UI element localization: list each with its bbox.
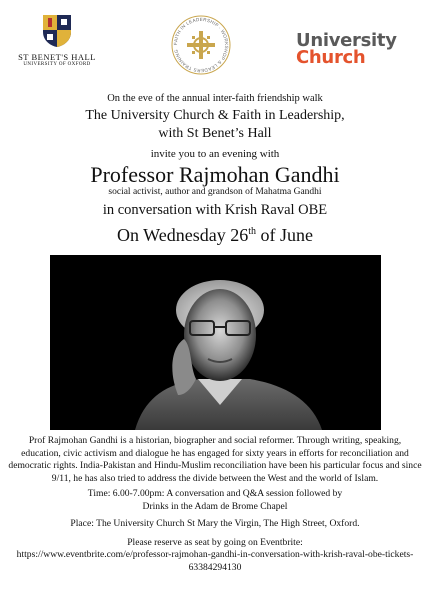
- speaker-name: Professor Rajmohan Gandhi: [90, 162, 340, 187]
- university-church-logo: [296, 32, 397, 66]
- benet-name: ST BENET'S HALL: [18, 52, 96, 62]
- invitation-header: [0, 92, 430, 246]
- faith-ring-text: FAITH IN LEADERSHIP · WORKSHOP & LEADERS TRAINING: [172, 16, 230, 74]
- portrait-image: [50, 255, 381, 430]
- st-benets-hall-logo: [14, 14, 100, 67]
- invite-line: invite you to an evening with: [150, 148, 280, 160]
- time-line-1: Time: 6.00-7.00pm: A conversation and Q&A session followed by: [87, 488, 343, 499]
- host-line-2: with St Benet’s Hall: [158, 126, 272, 141]
- eventbrite-link[interactable]: https://www.eventbrite.com/e/professor-rajmohan-gandhi-in-conversation-with-krish-raval-obe-tickets-63384294130: [16, 549, 414, 573]
- faith-emblem-icon: [170, 14, 232, 76]
- event-date: [0, 221, 430, 246]
- crest-icon: [42, 14, 72, 48]
- speaker-portrait: [50, 255, 381, 430]
- benet-subtitle: UNIVERSITY OF OXFORD: [23, 62, 91, 67]
- faith-in-leadership-logo: [170, 14, 232, 76]
- conversation-line: in conversation with Krish Raval OBE: [102, 202, 328, 218]
- uc-word-church: Church: [296, 47, 366, 68]
- logo-bar: [0, 10, 430, 80]
- event-details: [8, 435, 422, 574]
- speaker-role: social activist, author and grandson of Mahatma Gandhi: [108, 187, 322, 197]
- date-suffix: of June: [255, 225, 313, 245]
- speaker-bio: Prof Rajmohan Gandhi is a historian, biographer and social reformer. Through writing, speaking, education, civic activism and dialogue he has engaged for sixty years in efforts for reconciliation and democratic rights. India-Pakistan and Hindu-Muslim reconciliation have been his particular focus and since 9/11, he has also tried to address the divide between the West and the world of Islam.: [8, 435, 422, 484]
- eve-line: On the eve of the annual inter-faith friendship walk: [107, 93, 323, 104]
- uc-word-university: University: [296, 30, 397, 51]
- time-line-2: Drinks in the Adam de Brome Chapel: [142, 500, 288, 512]
- host-line-1: The University Church & Faith in Leadership,: [85, 108, 345, 123]
- date-ordinal: th: [248, 226, 256, 237]
- reserve-line: Please reserve as seat by going on Eventbrite:: [127, 536, 303, 548]
- place-line: Place: The University Church St Mary the Virgin, The High Street, Oxford.: [70, 518, 360, 529]
- date-prefix: On Wednesday 26: [117, 225, 249, 245]
